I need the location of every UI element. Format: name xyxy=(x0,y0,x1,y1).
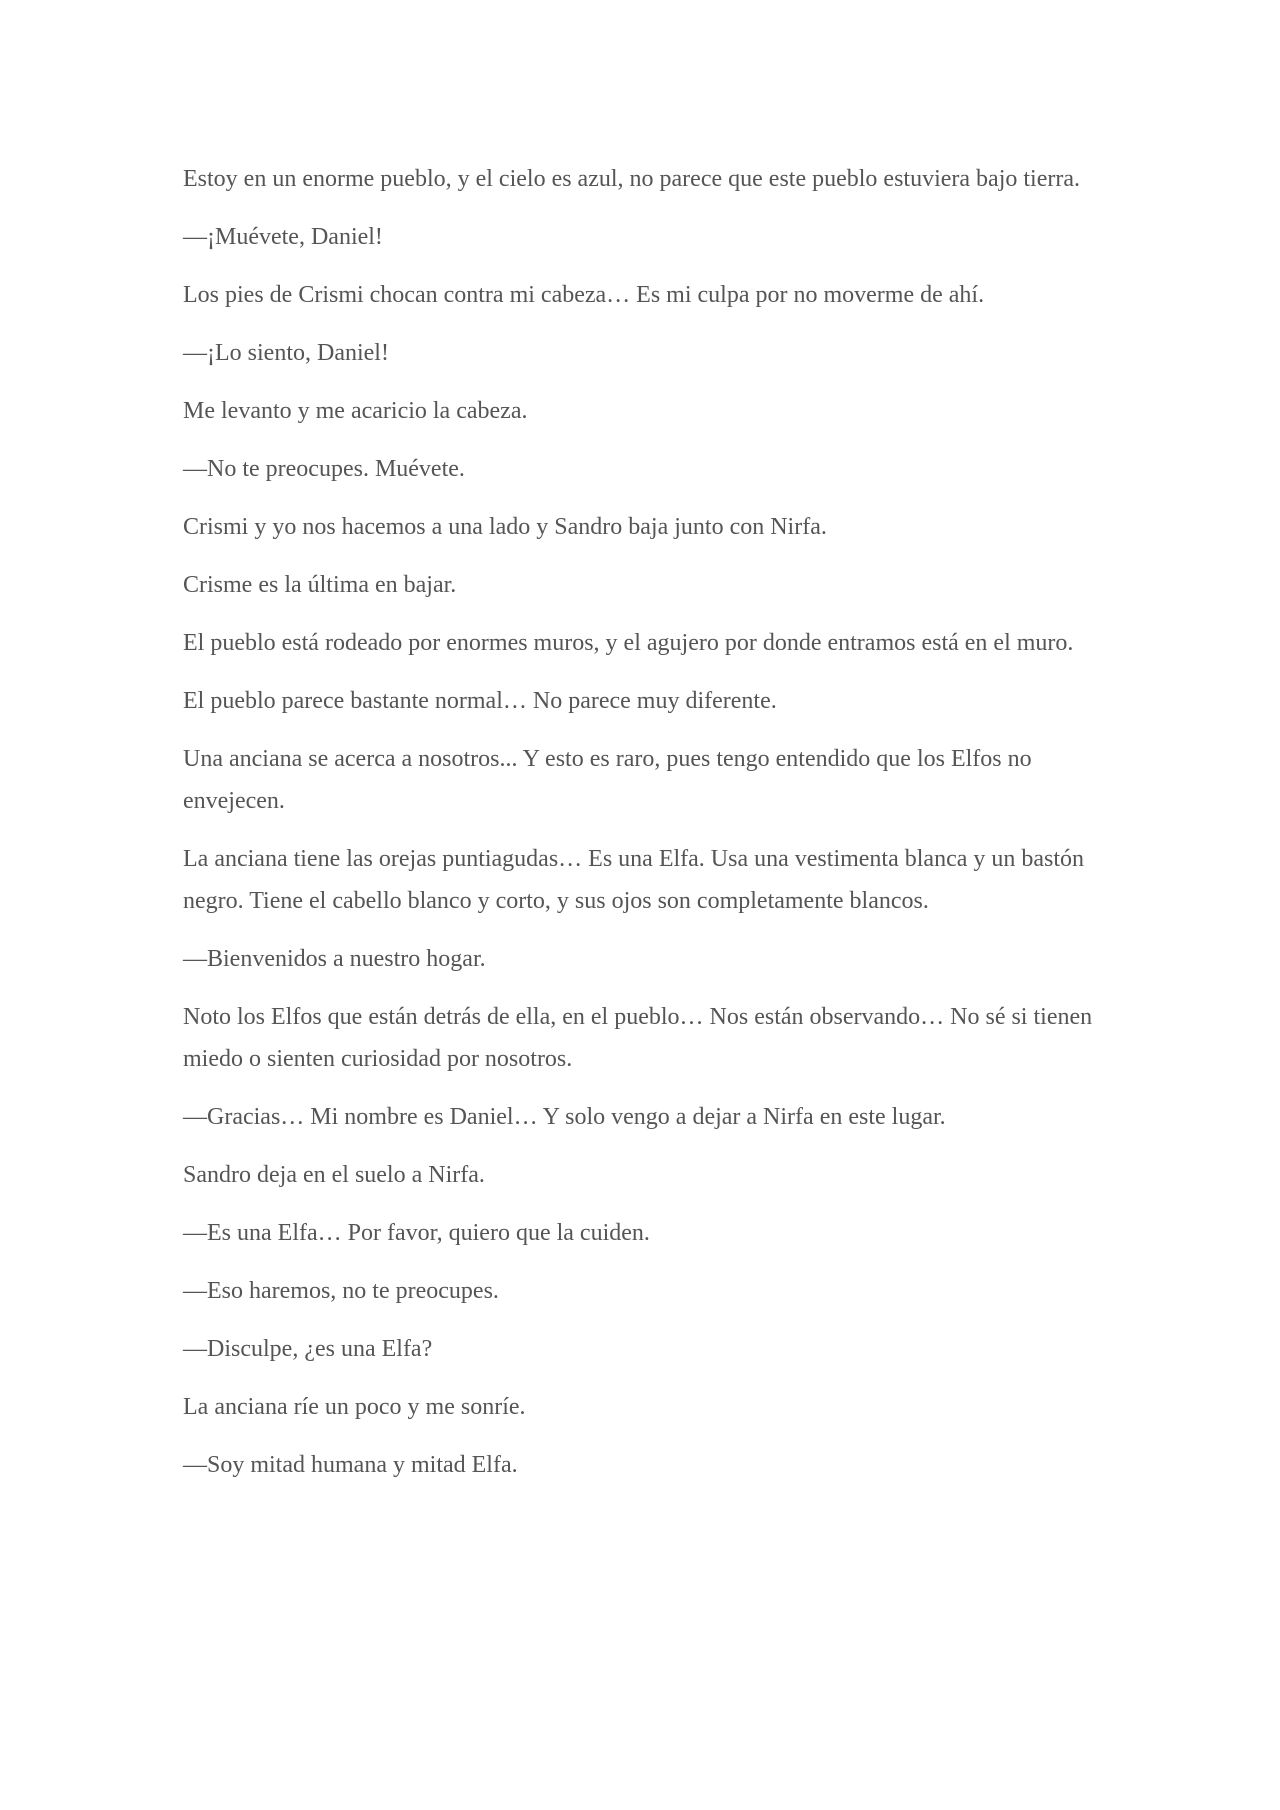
dialogue-line: —Disculpe, ¿es una Elfa? xyxy=(183,1336,433,1362)
paragraph: Estoy en un enorme pueblo, y el cielo es azul, no parece que este pueblo estuviera bajo tierra. xyxy=(183,166,1080,192)
paragraph: Los pies de Crismi chocan contra mi cabeza… Es mi culpa por no moverme de ahí. xyxy=(183,282,985,308)
paragraph: Me levanto y me acaricio la cabeza. xyxy=(183,398,528,424)
dialogue-line: —Soy mitad humana y mitad Elfa. xyxy=(183,1452,518,1478)
dialogue-line: —Es una Elfa… Por favor, quiero que la cuiden. xyxy=(183,1220,650,1246)
dialogue-line: —¡Muévete, Daniel! xyxy=(183,224,383,250)
paragraph: Sandro deja en el suelo a Nirfa. xyxy=(183,1162,485,1188)
paragraph: Crisme es la última en bajar. xyxy=(183,572,457,598)
paragraph: Noto los Elfos que están detrás de ella, en el pueblo… Nos están observando… No sé si tienen miedo o sienten curiosidad por nosotros. xyxy=(183,1004,1093,1072)
paragraph: La anciana tiene las orejas puntiagudas… Es una Elfa. Usa una vestimenta blanca y un bastón negro. Tiene el cabello blanco y corto, y sus ojos son completamente blancos. xyxy=(183,846,1085,914)
paragraph: Crismi y yo nos hacemos a una lado y Sandro baja junto con Nirfa. xyxy=(183,514,827,540)
paragraph: Una anciana se acerca a nosotros... Y esto es raro, pues tengo entendido que los Elfos no envejecen. xyxy=(183,746,1032,814)
paragraph: El pueblo parece bastante normal… No parece muy diferente. xyxy=(183,688,777,714)
dialogue-line: —Eso haremos, no te preocupes. xyxy=(183,1278,499,1304)
dialogue-line: —¡Lo siento, Daniel! xyxy=(183,340,389,366)
dialogue-line: —Bienvenidos a nuestro hogar. xyxy=(183,946,486,972)
paragraph: La anciana ríe un poco y me sonríe. xyxy=(183,1394,526,1420)
document-page xyxy=(183,158,1105,1502)
paragraph: El pueblo está rodeado por enormes muros, y el agujero por donde entramos está en el muro. xyxy=(183,630,1074,656)
dialogue-line: —Gracias… Mi nombre es Daniel… Y solo vengo a dejar a Nirfa en este lugar. xyxy=(183,1104,946,1130)
dialogue-line: —No te preocupes. Muévete. xyxy=(183,456,465,482)
